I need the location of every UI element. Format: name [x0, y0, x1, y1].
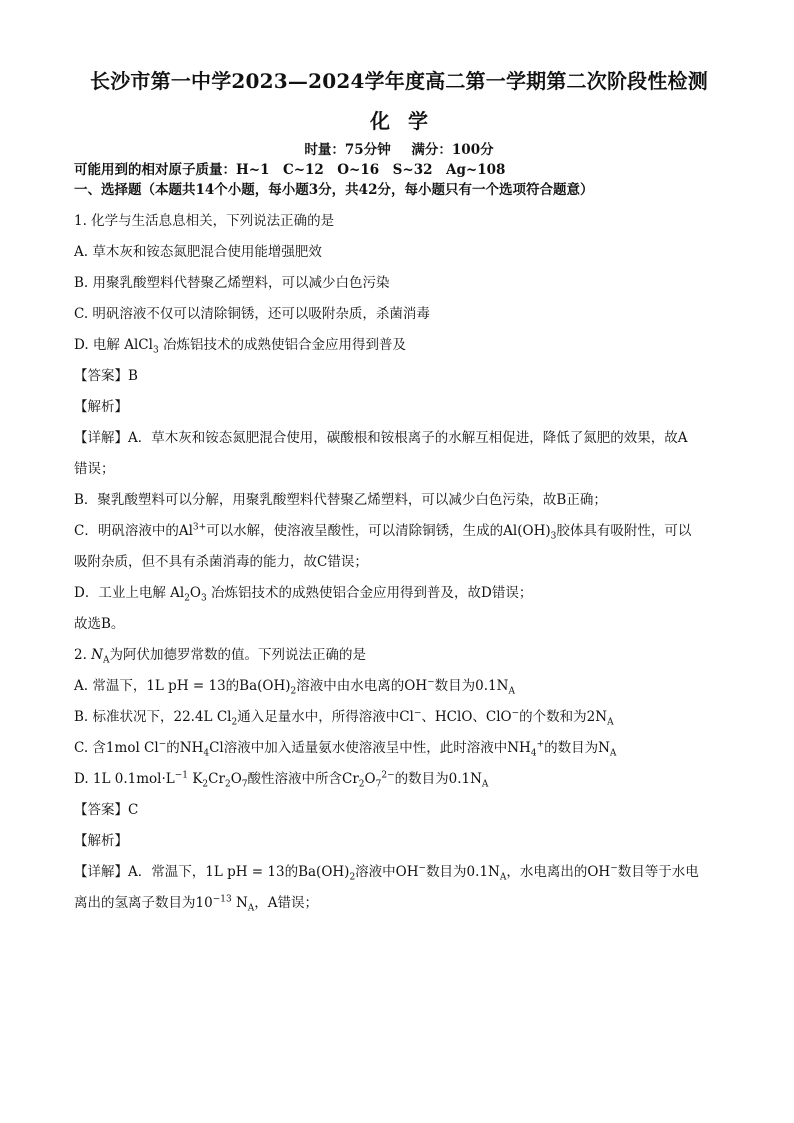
atomic-masses: 可能用到的相对原子质量：H~1 C~12 O~16 S~32 Ag~108	[74, 162, 506, 178]
q1-stem: 1. 化学与生活息息相关，下列说法正确的是	[74, 213, 335, 229]
q1-analysis-label: 【解析】	[74, 399, 128, 415]
q1-detail-c-line2: 吸附杂质，但不具有杀菌消毒的能力，故C错误；	[74, 554, 368, 570]
q1-option-c: C. 明矾溶液不仅可以清除铜锈，还可以吸附杂质，杀菌消毒	[74, 306, 430, 322]
q2-answer: 【答案】C	[74, 802, 139, 818]
exam-page	[74, 66, 724, 913]
q1-option-b: B. 用聚乳酸塑料代替聚乙烯塑料，可以减少白色污染	[74, 275, 390, 291]
q1-detail-b: B．聚乳酸塑料可以分解，用聚乳酸塑料代替聚乙烯塑料，可以减少白色污染，故B正确；	[74, 492, 607, 508]
q1-detail-d: D．工业上电解 $Al_2O_3$ 冶炼铝技术的成熟使铝合金应用得到普及，故D错误；	[74, 585, 533, 604]
q2-detail-a-line1: 【详解】A．常温下，1L pH = 13的$Ba(OH)_2$溶液中OH−数目为$0.1N_A$，水电离出的OH−数目等于水电	[74, 863, 699, 883]
section-heading: 一、选择题（本题共14个小题，每小题3分，共42分，每小题只有一个选项符合题意）	[74, 182, 594, 198]
q2-stem: 2. $N_A$为阿伏加德罗常数的值。下列说法正确的是	[74, 647, 366, 666]
exam-title: 长沙市第一中学2023—2024学年度高二第一学期第二次阶段性检测	[90, 69, 708, 93]
q2-analysis-label: 【解析】	[74, 833, 128, 849]
q1-detail-c-line1: C．明矾溶液中的$Al^{3+}$可以水解，使溶液呈酸性，可以清除铜锈，生成的$Al(OH)_3$胶体具有吸附性，可以	[74, 522, 692, 542]
exam-meta	[74, 140, 724, 160]
q1-option-a: A. 草木灰和铵态氮肥混合使用能增强肥效	[74, 244, 322, 260]
q1-option-d: D. 电解 AlCl$_3$ 冶炼铝技术的成熟使铝合金应用得到普及	[74, 337, 406, 356]
q2-option-c: C. 含1mol Cl−的$NH_4Cl$溶液中加入适量氨水使溶液呈中性，此时溶液中$NH_4^+$的数目为$N_A$	[74, 739, 617, 759]
q2-option-b: B. 标准状况下，22.4L $Cl_2$通入足量水中，所得溶液中Cl−、HClO、ClO−的个数和为$2N_A$	[74, 708, 614, 728]
q1-conclusion: 故选B。	[74, 616, 125, 632]
q2-option-d: D. 1L $0.1mol\cdot L^{-1}$ $K_2Cr_2O_7$酸性溶液中所含$Cr_2O_7^{2-}$的数目为$0.1N_A$	[74, 770, 489, 790]
time-limit: 时量：75分钟	[304, 142, 391, 158]
q1-detail-a-line1: 【详解】A．草木灰和铵态氮肥混合使用，碳酸根和铵根离子的水解互相促进，降低了氮肥的效果，故A	[74, 430, 688, 446]
subject-title: 化学	[370, 109, 446, 133]
q2-option-a: A. 常温下，1L pH = 13的$Ba(OH)_2$溶液中由水电离的OH−数目为$0.1N_A$	[74, 677, 515, 697]
q1-detail-a-line2: 错误；	[74, 461, 115, 477]
q1-answer: 【答案】B	[74, 368, 138, 384]
full-score: 满分：100分	[411, 142, 494, 158]
q2-detail-a-line2: 离出的氢离子数目为$10^{-13}$ $N_A$，A错误；	[74, 894, 319, 914]
